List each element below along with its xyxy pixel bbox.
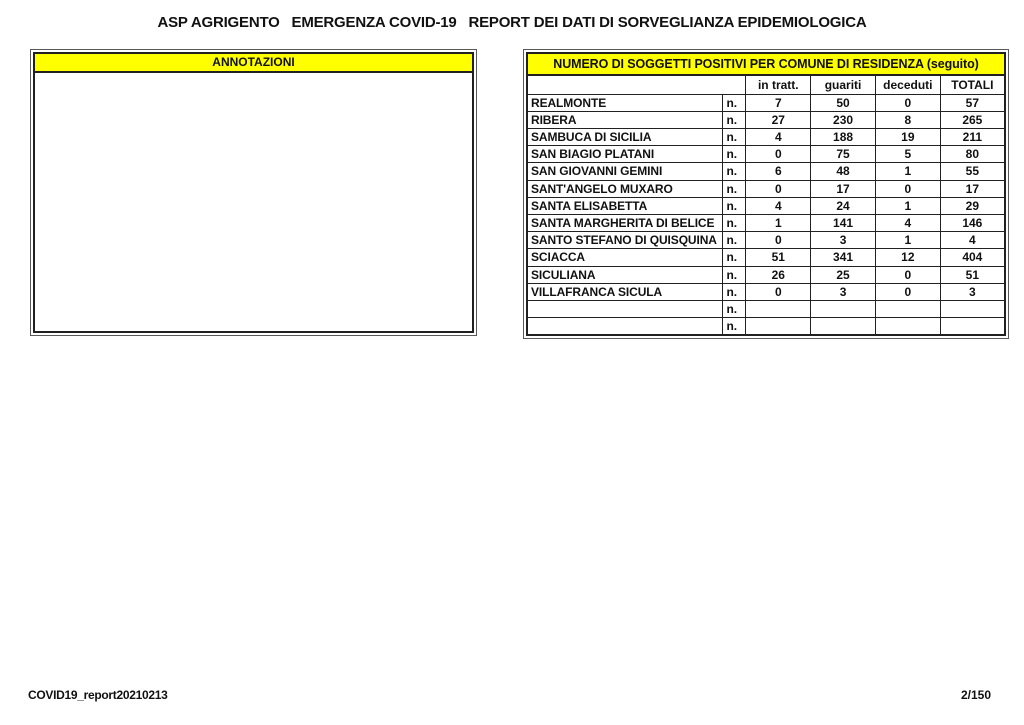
comune-cell: SANTO STEFANO DI QUISQUINA: [527, 232, 723, 249]
totali-cell: 51: [940, 266, 1005, 283]
table-row: [527, 128, 1005, 145]
totali-cell: 3: [940, 283, 1005, 300]
totali-cell: 80: [940, 146, 1005, 163]
table-title-row: [527, 53, 1005, 75]
unit-cell: n.: [723, 128, 746, 145]
deceduti-cell: 8: [875, 111, 940, 128]
comune-cell: SAMBUCA DI SICILIA: [527, 128, 723, 145]
guariti-cell: [811, 300, 876, 317]
guariti-cell: 50: [811, 94, 876, 111]
deceduti-cell: 0: [875, 94, 940, 111]
column-header-in-tratt: in tratt.: [746, 75, 811, 94]
totali-cell: 211: [940, 128, 1005, 145]
deceduti-cell: 19: [875, 128, 940, 145]
in-tratt-cell: 0: [746, 180, 811, 197]
positives-by-comune-table: [526, 52, 1006, 336]
unit-cell: n.: [723, 214, 746, 231]
guariti-cell: 17: [811, 180, 876, 197]
table-row: [527, 94, 1005, 111]
comune-cell: VILLAFRANCA SICULA: [527, 283, 723, 300]
comune-cell: SCIACCA: [527, 249, 723, 266]
column-header-guariti: guariti: [811, 75, 876, 94]
guariti-cell: 75: [811, 146, 876, 163]
table-row: [527, 146, 1005, 163]
totali-cell: 57: [940, 94, 1005, 111]
deceduti-cell: 12: [875, 249, 940, 266]
unit-cell: n.: [723, 249, 746, 266]
comune-cell: SANT'ANGELO MUXARO: [527, 180, 723, 197]
guariti-cell: 230: [811, 111, 876, 128]
deceduti-cell: [875, 318, 940, 335]
positives-table-box: [523, 49, 1009, 339]
in-tratt-cell: 4: [746, 197, 811, 214]
unit-cell: n.: [723, 283, 746, 300]
totali-cell: 29: [940, 197, 1005, 214]
comune-cell: SANTA MARGHERITA DI BELICE: [527, 214, 723, 231]
table-column-header-row: [527, 75, 1005, 94]
page-title: ASP AGRIGENTO EMERGENZA COVID-19 REPORT DEI DATI DI SORVEGLIANZA EPIDEMIOLOGICA: [157, 14, 867, 31]
annotations-header: ANNOTAZIONI: [35, 54, 472, 73]
table-row: [527, 318, 1005, 335]
comune-cell: SANTA ELISABETTA: [527, 197, 723, 214]
deceduti-cell: 4: [875, 214, 940, 231]
table-row: [527, 249, 1005, 266]
deceduti-cell: 1: [875, 197, 940, 214]
unit-cell: n.: [723, 318, 746, 335]
totali-cell: 4: [940, 232, 1005, 249]
unit-cell: n.: [723, 197, 746, 214]
column-header-deceduti: deceduti: [875, 75, 940, 94]
comune-column-header-empty: [527, 75, 746, 94]
table-row: [527, 266, 1005, 283]
deceduti-cell: 5: [875, 146, 940, 163]
in-tratt-cell: 0: [746, 232, 811, 249]
totali-cell: 146: [940, 214, 1005, 231]
totali-cell: [940, 318, 1005, 335]
guariti-cell: 341: [811, 249, 876, 266]
comune-cell: REALMONTE: [527, 94, 723, 111]
guariti-cell: 141: [811, 214, 876, 231]
table-row: [527, 300, 1005, 317]
in-tratt-cell: 51: [746, 249, 811, 266]
in-tratt-cell: 1: [746, 214, 811, 231]
annotations-box: [30, 49, 477, 336]
column-header-totali: TOTALI: [940, 75, 1005, 94]
unit-cell: n.: [723, 146, 746, 163]
in-tratt-cell: 6: [746, 163, 811, 180]
comune-cell: SAN GIOVANNI GEMINI: [527, 163, 723, 180]
guariti-cell: 3: [811, 283, 876, 300]
unit-cell: n.: [723, 300, 746, 317]
table-title: NUMERO DI SOGGETTI POSITIVI PER COMUNE DI RESIDENZA (seguito): [527, 53, 1005, 75]
footer-filename: COVID19_report20210213: [28, 688, 168, 702]
in-tratt-cell: 0: [746, 146, 811, 163]
in-tratt-cell: 0: [746, 283, 811, 300]
totali-cell: 17: [940, 180, 1005, 197]
table-row: [527, 180, 1005, 197]
in-tratt-cell: 7: [746, 94, 811, 111]
totali-cell: 265: [940, 111, 1005, 128]
comune-cell: SICULIANA: [527, 266, 723, 283]
in-tratt-cell: [746, 300, 811, 317]
unit-cell: n.: [723, 266, 746, 283]
guariti-cell: 188: [811, 128, 876, 145]
comuni-table-head: [527, 53, 1005, 94]
comune-cell: [527, 318, 723, 335]
unit-cell: n.: [723, 232, 746, 249]
comune-cell: SAN BIAGIO PLATANI: [527, 146, 723, 163]
table-row: [527, 283, 1005, 300]
deceduti-cell: [875, 300, 940, 317]
comuni-table-body: [527, 94, 1005, 335]
unit-cell: n.: [723, 94, 746, 111]
table-row: [527, 197, 1005, 214]
totali-cell: [940, 300, 1005, 317]
footer-page-number: 2/150: [960, 688, 991, 702]
comune-cell: [527, 300, 723, 317]
comune-cell: RIBERA: [527, 111, 723, 128]
deceduti-cell: 1: [875, 163, 940, 180]
totali-cell: 404: [940, 249, 1005, 266]
in-tratt-cell: 26: [746, 266, 811, 283]
annotations-body: [35, 73, 472, 331]
table-row: [527, 232, 1005, 249]
guariti-cell: 48: [811, 163, 876, 180]
table-row: [527, 214, 1005, 231]
annotations-inner-frame: [33, 52, 474, 333]
in-tratt-cell: [746, 318, 811, 335]
guariti-cell: 24: [811, 197, 876, 214]
deceduti-cell: 1: [875, 232, 940, 249]
guariti-cell: 25: [811, 266, 876, 283]
unit-cell: n.: [723, 163, 746, 180]
unit-cell: n.: [723, 111, 746, 128]
table-row: [527, 111, 1005, 128]
deceduti-cell: 0: [875, 266, 940, 283]
in-tratt-cell: 4: [746, 128, 811, 145]
deceduti-cell: 0: [875, 283, 940, 300]
in-tratt-cell: 27: [746, 111, 811, 128]
totali-cell: 55: [940, 163, 1005, 180]
guariti-cell: 3: [811, 232, 876, 249]
unit-cell: n.: [723, 180, 746, 197]
deceduti-cell: 0: [875, 180, 940, 197]
table-row: [527, 163, 1005, 180]
guariti-cell: [811, 318, 876, 335]
